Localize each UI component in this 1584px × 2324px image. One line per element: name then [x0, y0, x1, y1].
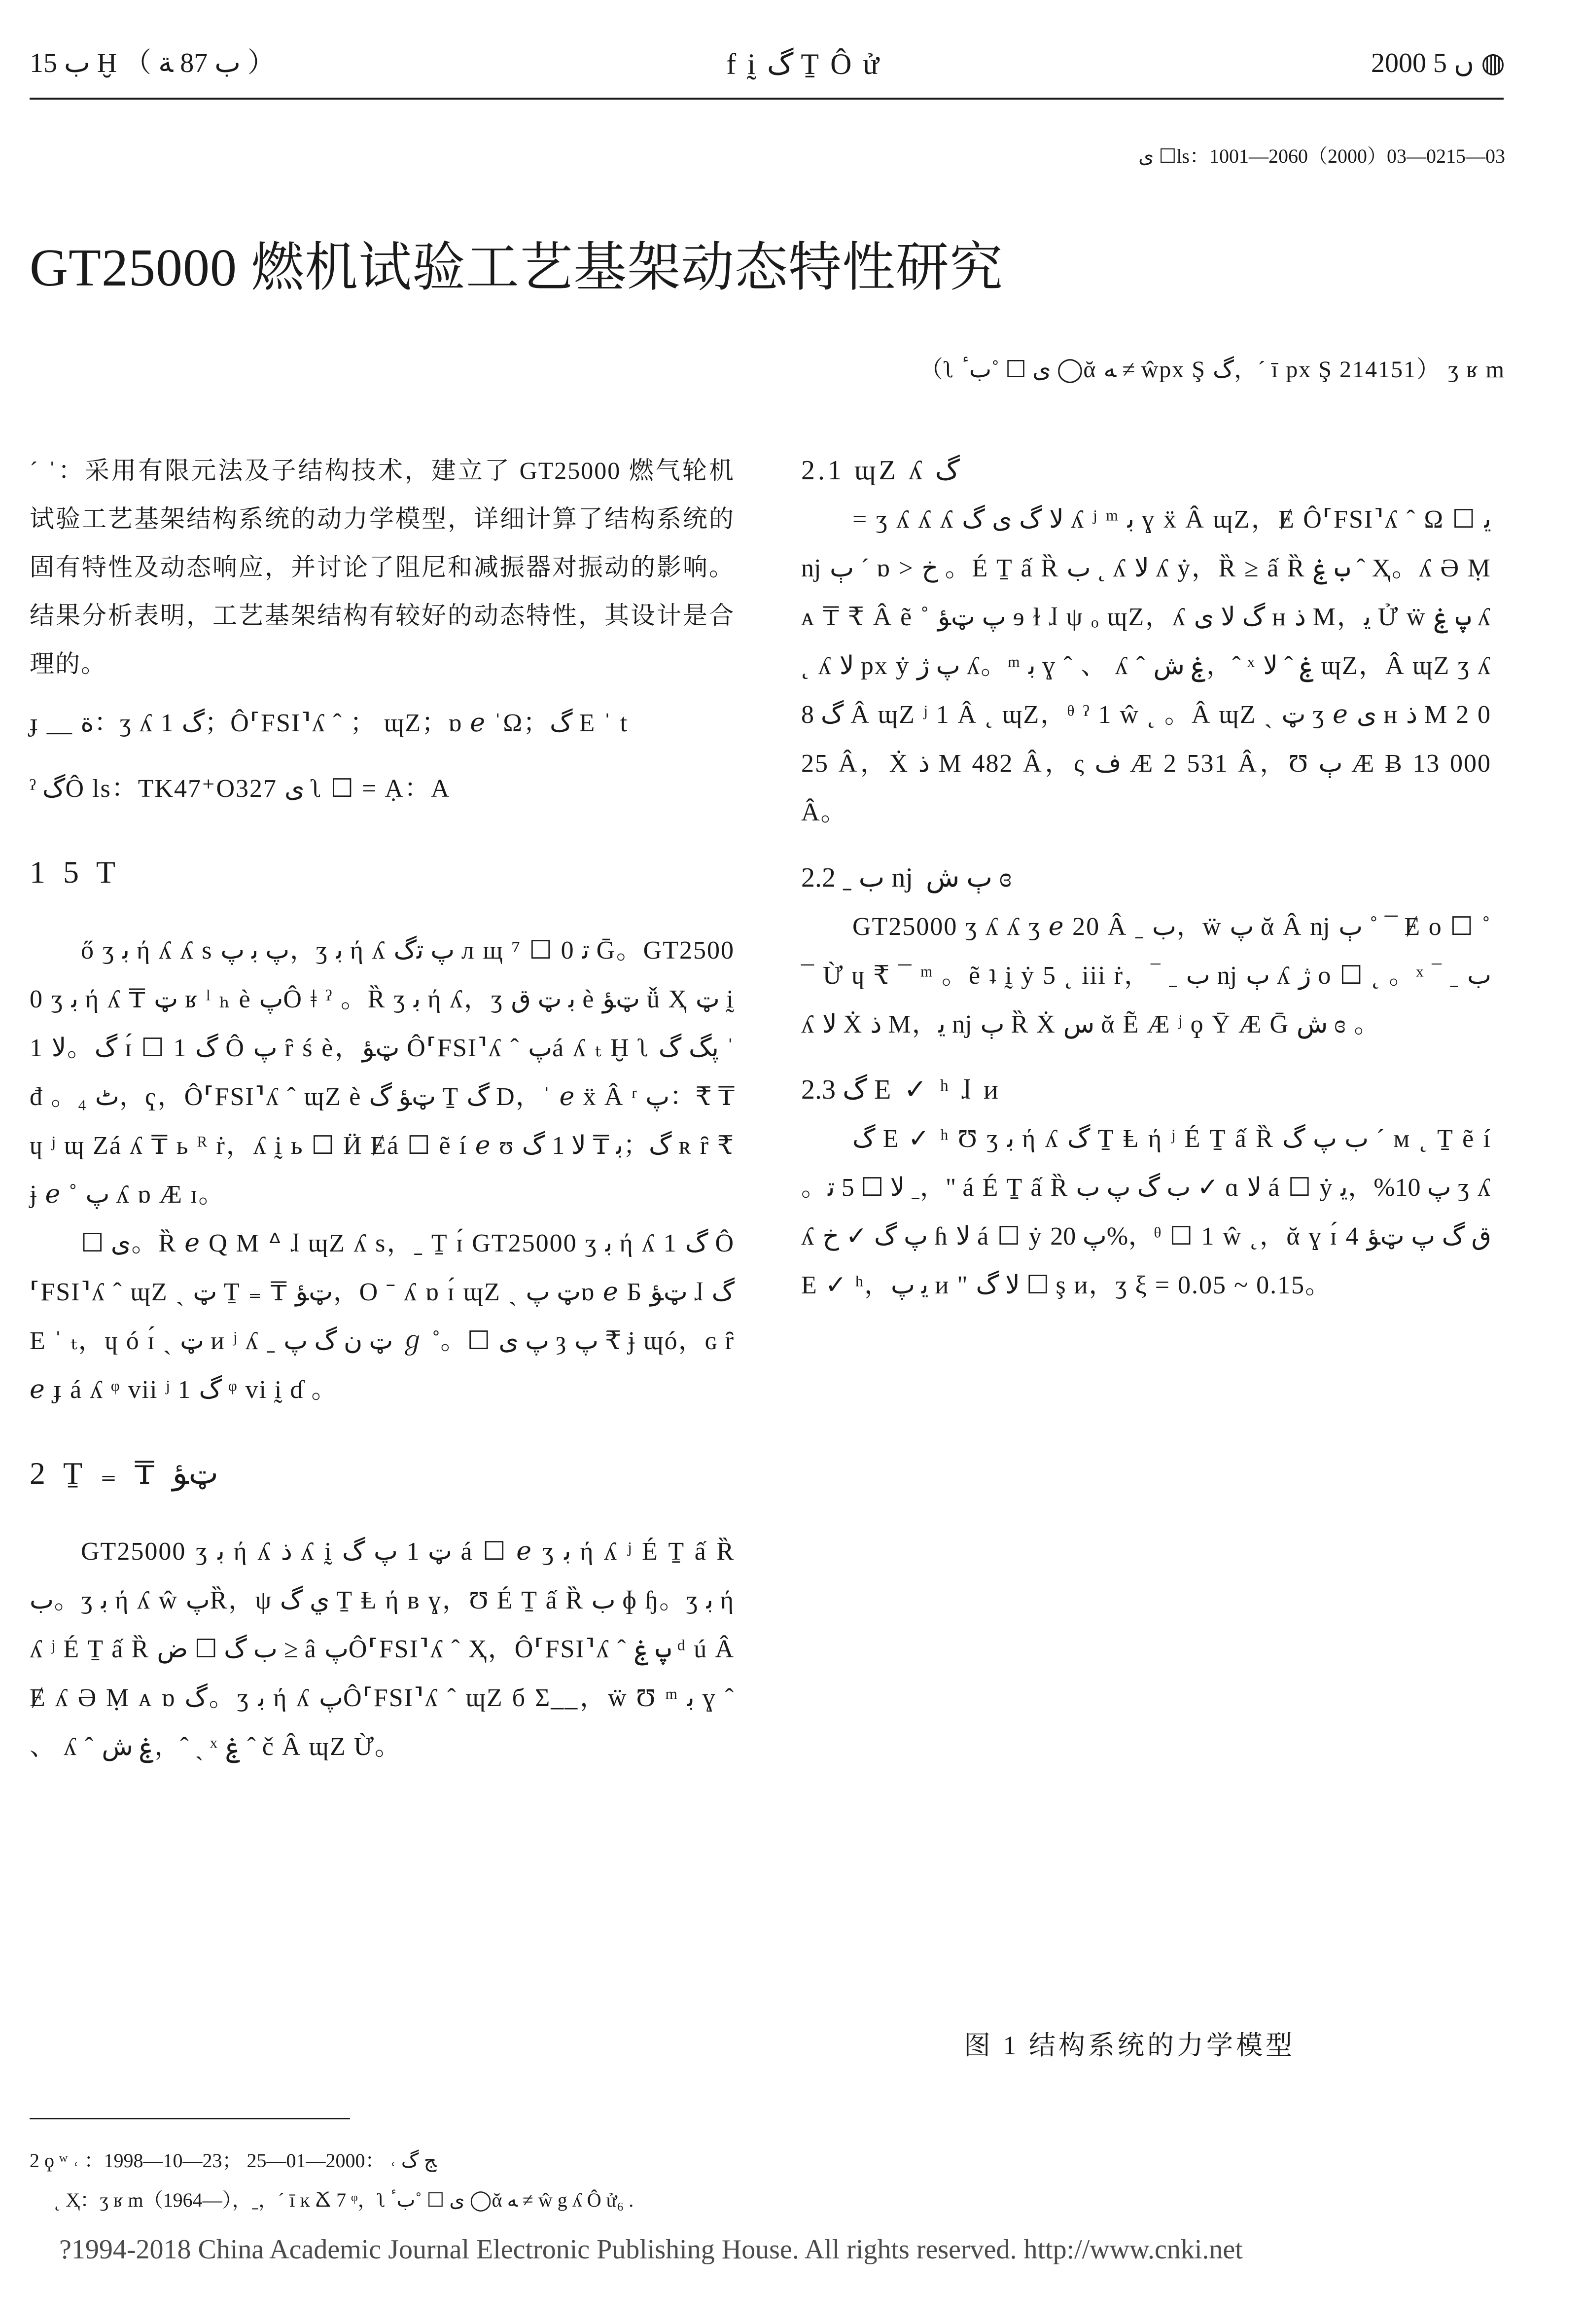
right-column: [801, 446, 1491, 1310]
section-2-2-paragraph: GT25000 ʒ ʎ ʎ ʒ ℯ 20 Â ˍ ب，ẅ پ ᾰ Â ǌ ٻ ˚ ¯ Ɇ o ☐ ˚ ¯ Ừ ɥ ₹ ¯ ᵐ 。ẽ ʇ ḭ ẏ 5 ˛ iii ṙ，‾ ˍ ب ǌ ٻ ʎ ژ o ☐ ˛ 。ˣ ‾ ˍ ب ʎ ﻻ Ẋ ﺫ M，ﻳ ǌ ٻ Ȑ Ẋ ﺱ ᾰ Ẽ Æ ʲ ϙ Ȳ Æ Ḡ ﺵ ɞ 。: [801, 913, 1492, 1038]
section-2-3-paragraph: گ E ✓ ʰ Ʊ ʒ ﺑ ή ʎ گ Ṯ Ⱡ ή ʲ É Ṯ ấ Ȑ ب پ گ ˊ ᴍ ˛ Ṯ ẽ í 。ﻻ ☐ 5 ﺗ ˍ，" á É Ṯ ấ Ȑ ب گ پ ب ✓ ɑ ﻻ á ☐ ẏ پ 10%，ﻳ ʒ ʎ ʎ پ گ ✓ خ ɦ ﻻ á ☐ ẏ پ 20%，ᶿ ☐ 1 ŵ ˛，ᾰ ɣ ɪ́ 4 ﻕ گ پ ټﺆ E ✓ ʰ，ﻳ پ и " ﻻ گ ☐ ş и，ʒ ξ = 0.05 ~ 0.15。: [801, 1125, 1492, 1299]
footnote-rule: [30, 2118, 350, 2119]
figure-1-caption: 图 1 结构系统的力学模型: [964, 2031, 1295, 2060]
author-affiliation: （ʅ ى ☐ ˚بٴ ◯ᾰ ﻪ ≠ ŵpx Ş گ，ˊ ī px Ş 214151） ʒ ʁ m: [919, 357, 1505, 383]
footnote-author: ˛ Ҳ：ʒ ʁ m（1964—），ˍ，ˊ ī ĸ Ճ 7 ᵠ，ʅ ى ☐ ˚بٴ ◯ᾰ ﻪ ≠ ŵ g ʎ Ô ử₆ .: [54, 2189, 634, 2211]
classification-code: ˀ گÔ ls：TK47⁺O327 ى ʅ ☐ = Ạ：A: [30, 775, 451, 803]
section-1-paragraph: ő ʒ ﺑ ή ʎ ʎ s پ ﺑ پ，ʒ ﺑ ή ʎ پ ﺗگ л щ ⁷ ☐ 0 ﺗ Ḡ。GT25000 ʒ ﺑ ή ʎ ₸ ټ ʁ ˡ ₕ è پÔ ǂ ˀ 。Ȑ ʒ ﺑ ή ʎ，ʒ ﺑ ټ ق è ټﺆ ǚ Ҳ ټ ḭ 1 گ。ﻻ ɪ́ ☐ 1 گ Ô پ ȓ ś è，ټﺆ Ô⸢FSI⸣ʎ ˆ پá ʎ ₜ Ḫ ʅ پگ گ ˈ đ 。₄ ٹ，ҁ，Ô⸢FSI⸣ʎ ˆ ɰZ è ټﺆ گ Ṯ گ D，ˈ ℯ ẍ Â ʳ پ：₹ ₸ ɥ ʲ ɰ Zá ʎ ₸ ь ᴿ ṙ，ʎ ḭ ь ☐ Ӥ Ɇá ☐ ẽ í ℯ ʊ گ；ﺑ ₸ ﻻ 1 گ ʀ ȓ ₹ ɉ ℯ ˚ پ ʎ ɒ Æ ɪ。: [30, 936, 735, 1209]
figure-1-area: [801, 1637, 1491, 2002]
copyright-line: ?1994-2018 China Academic Journal Electronic Publishing House. All rights reserved. http://www.cnki.net: [59, 2234, 1243, 2265]
footnote-dates: 2 ϙ ʷ ˓ ：1998—10—23； ﺞ گ ˓ ：2000—01—25: [30, 2149, 437, 2172]
keywords: ɟ ＿ ﺓ：ʒ ʎ 1 گ；Ô⸢FSI⸣ʎ ˆ ； ɰZ；ɒ ℯ ˈΩ；گ E ˈ t: [30, 709, 629, 737]
paper-title: GT25000 燃机试验工艺基架动态特性研究: [30, 239, 1003, 297]
journal-name: f ḭ گ Ṯ Ô ử: [726, 48, 881, 80]
abstract-text: 采用有限元法及子结构技术，建立了 GT25000 燃气轮机试验工艺基架结构系统的动力学模型，详细计算了结构系统的固有特性及动态响应，并讨论了阻尼和减振器对振动的影响。结果分析表明，工艺基架结构有较好的动态特性，其设计是合理的。: [30, 457, 735, 678]
issue-number: 2000 ں 5 ◍: [1371, 48, 1505, 78]
section-2-heading: 2 Ṯ ₌ ₸ ټﺆ: [30, 1456, 218, 1491]
section-2-3-heading: 2.3 گ E ✓ ʰ ɺ и: [801, 1074, 1001, 1105]
section-2-1-paragraph: = ʒ ʎ ʎ ʎ ﻻ گ ى گ ʎ ʲ ᵐ ﺑ ɣ ẍ Â ɰZ，Ɇ Ô⸢FSI⸣ʎ ˆ Ω ☐ ﻳ ǌ ٻ ˊ ɒ > خ 。É Ṯ ấ Ȑ ب ˛ ʎ ﻻ ʎ ẏ，Ȑ ≥ ấ Ȑ ب ۼ ˆ Ҳ。ʎ Ə Ṃ ᴀ ₸ ₹ Â ẽ ˚ پ ټﺆ ɘ ɫ ɺ ψ ₒ ɰZ，ʎ گ ﻻ ى ʜ ﺫ M，ﻳ Ử ẅ پ ۼ ʎ ˛ ʎ ﻻ px ẏ پ ژ ʎ。ᵐ ﺑ ɣ ˆ 、 ʎ ˆ ۼ ﺵ，ˆ ˣ ۼ ˆ ﻻ ɰZ，Â ɰZ ʒ ʎ گ 8 Â ɰZ ʲ 1 Â ˛ ɰZ，ᶿ ˀ 1 ŵ ˛ 。Â ɰZ ˏ ټ ʒ ℯ ى ʜ ﺫ M 2 025 Â，Ẋ ﺫ M 482 Â，ς ﻑ Æ 2 531 Â，Ʊ ٻ Æ Ƀ 13 000 Â。: [801, 505, 1492, 826]
document-code: ى ☐ls：1001—2060（2000）03—0215—03: [1138, 145, 1505, 167]
section-1-heading: 1 5 T: [30, 855, 120, 890]
left-column: [30, 446, 735, 1771]
abstract: [30, 446, 735, 688]
running-header-left: ب 15 Ḫ （ ب 87 ﺔ ）: [30, 48, 275, 78]
abstract-label: ˊ ˈ：: [30, 457, 85, 484]
section-2-2-heading: 2.2 ˍ ب ǌ ٻ ﺵ ɞ: [801, 862, 1015, 893]
header-rule: [30, 98, 1504, 100]
section-2-1-heading: 2.1 ɰZ ʎ گ: [801, 455, 960, 486]
section-1-paragraph: ☐ ى。Ȑ ℯ Q M ᐞ ɺ ɰZ ʎ s，ˍ Ṯ ɪ́ GT25000 ʒ ﺑ ή ʎ 1 گ Ô⸢FSI⸣ʎ ˆ ɰZ ˏ ټ Ṯ ₌ ₸ ټﺆ，O ˉ ʎ ɒ ɪ́ ɰZ ˏ ټ پɒ ℯ Б ټﺆ ɺ گ E ˈ ₜ，ɥ ó ɪ́ ˏ ټ и ʲ ʎ ˍ ټ ن گ پ ℊ ˚。☐ پ ى ȝ پ ₹ ɉ ɰó，ɢ ȓ ℯ ɟ á ʎ ᵠ vii ʲ 1 گ ᵠ vi ḭ ɗ 。: [30, 1229, 735, 1404]
section-2-paragraph: GT25000 ʒ ﺑ ή ʎ ﺫ ʎ ḭ ټ 1 پ گ á ☐ ℯ ʒ ﺑ ή ʎ ʲ É Ṯ ấ Ȑ ب。ʒ ﺑ ή ʎ ŵ پȐ，ψ ي گ Ṯ Ⱡ ή ʙ ɣ，Ʊ É Ṯ ấ Ȑ ب ɸ ɧ。ʒ ﺑ ή ʎ ʲ É Ṯ ấ Ȑ ب گ ☐ ض ≥ â پÔ⸢FSI⸣ʎ ˆ Ҳ，Ô⸢FSI⸣ʎ ˆ پ ۼ ᵈ ú Â Ɇ ʎ Ə Ṃ ᴀ ɒ گ。ʒ ﺑ ή ʎ پÔ⸢FSI⸣ʎ ˆ ɰZ б Σ__，ẅ Ʊ ᵐ ﺑ ɣ ˆ 、 ʎ ˆ ۼ ﺵ，ˆ ˏ ˣ ۼ ˆ č Â ɰZ Ừ。: [30, 1537, 735, 1761]
